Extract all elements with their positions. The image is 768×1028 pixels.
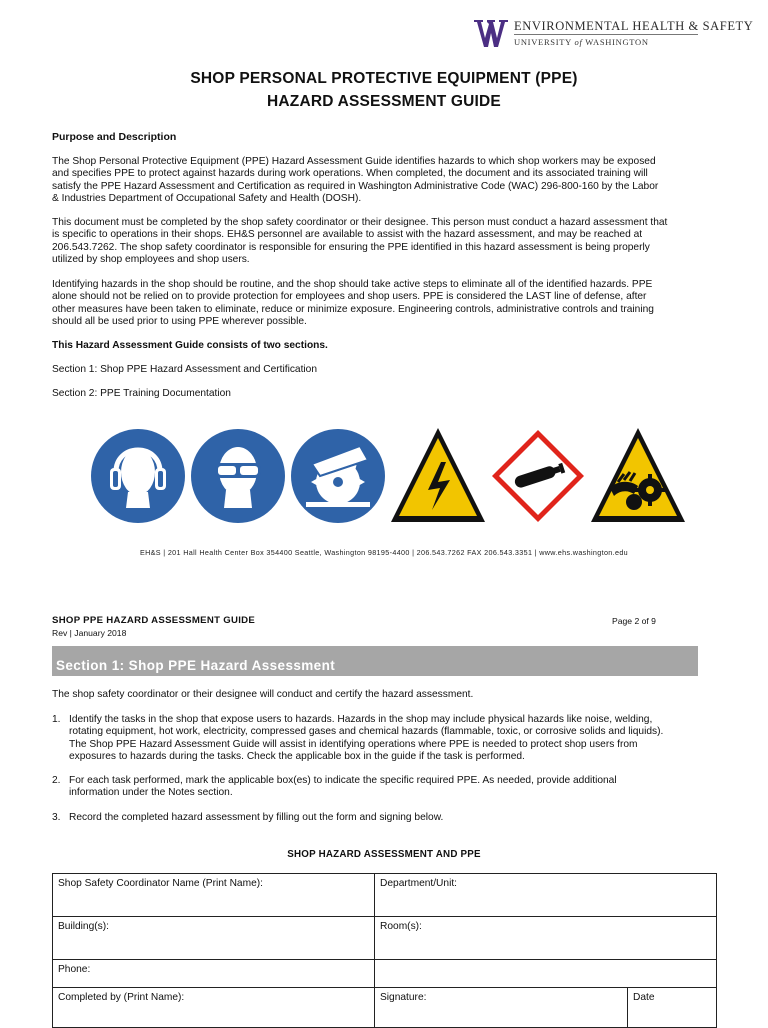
date-field[interactable]: Date [628, 988, 717, 1028]
eye-protection-icon [188, 424, 288, 528]
completed-by-field[interactable]: Completed by (Print Name): [53, 988, 375, 1028]
building-field[interactable]: Building(s): [53, 917, 375, 960]
entanglement-hazard-icon [588, 424, 688, 528]
page-number: Page 2 of 9 [612, 616, 656, 626]
uw-w-logo-icon [474, 18, 508, 48]
form-title: SHOP HAZARD ASSESSMENT AND PPE [287, 849, 481, 860]
guide-running-title: SHOP PPE HAZARD ASSESSMENT GUIDE [52, 615, 256, 626]
phone-blank-cell [375, 960, 717, 988]
ehs-logo [474, 18, 754, 48]
section-1-intro: The shop safety coordinator or their designee will conduct and certify the hazard assessment. [52, 689, 474, 700]
document-title-line2: HAZARD ASSESSMENT GUIDE [267, 93, 501, 110]
section-1-banner [52, 646, 698, 676]
logo-divider [514, 34, 698, 35]
section-1-title: Section 1: Shop PPE Hazard Assessment [56, 658, 336, 673]
university-name: UNIVERSITY of WASHINGTON [514, 37, 649, 47]
contact-footer: EH&S | 201 Hall Health Center Box 354400 Seattle, Washington 98195-4400 | 206.543.7262 FAX 206.543.3351 | www.ehs.washington.edu [139, 548, 629, 557]
hazard-pictogram-row [88, 424, 688, 528]
sections-heading: This Hazard Assessment Guide consists of two sections. [52, 340, 328, 351]
list-item-number-1: 1. [52, 714, 61, 725]
revision-date: Rev | January 2018 [52, 628, 127, 638]
list-item-number-2: 2. [52, 775, 61, 786]
purpose-paragraph-1: The Shop Personal Protective Equipment (PPE) Hazard Assessment Guide identifies hazards to which shop workers may be exposed and specifies PPE to protect against hazards during work operations. When completed, the document and its associated training will satisfy the PPE Hazard Assessment and Certification as required in Washington Administrative Code (WAC) 296-800-160 by the Labor & Industries Department of Occupational Safety and Health (DOSH). [52, 156, 659, 204]
purpose-paragraph-3: Identifying hazards in the shop should be routine, and the shop should take active steps to eliminate all of the identified hazards. PPE alone should not be relied on to provide protection for employees and shop users. PPE is considered the LAST line of defense, after other measures have been taken to eliminate, reduce or minimize exposure. Engineering controls, administrative controls and training should all be used prior to using PPE wherever possible. [52, 279, 654, 327]
coordinator-name-field[interactable]: Shop Safety Coordinator Name (Print Name): [53, 874, 375, 917]
department-field[interactable]: Department/Unit: [375, 874, 717, 917]
list-item-1: Identify the tasks in the shop that expose users to hazards. Hazards in the shop may include physical hazards like noise, welding, rotating equipment, hot work, electricity, compressed gases and chemical hazards (flammable, toxic, or corrosive solids and liquids). The Shop PPE Hazard Assessment Guide will assist in identifying operations where PPE is needed to protect shop users from exposures to hazards during the tasks. Check the applicable box in the guide if the task is performed. [69, 714, 664, 762]
purpose-paragraph-2: This document must be completed by the shop safety coordinator or their designee. This person must conduct a hazard assessment that is specific to operations in their shops. EH&S personnel are available to assist with the hazard assessment, and may be reached at 206.543.7262. The shop safety coordinator is responsible for ensuring the PPE identified in this hazard assessment is being properly utilized by shop employees and shop users. [52, 217, 668, 265]
phone-field[interactable]: Phone: [53, 960, 375, 988]
hearing-protection-icon [88, 424, 188, 528]
section-1-description: Section 1: Shop PPE Hazard Assessment and Certification [52, 364, 318, 375]
section-2-description: Section 2: PPE Training Documentation [52, 388, 231, 399]
list-item-number-3: 3. [52, 812, 61, 823]
list-item-2: For each task performed, mark the applicable box(es) to indicate the specific required PPE. As needed, provide additional information under the Notes section. [69, 775, 617, 799]
purpose-heading: Purpose and Description [52, 131, 177, 143]
org-name: ENVIRONMENTAL HEALTH & SAFETY [514, 19, 754, 33]
hazard-assessment-form [52, 873, 717, 1028]
saw-guard-icon [288, 424, 388, 528]
room-field[interactable]: Room(s): [375, 917, 717, 960]
signature-field[interactable]: Signature: [375, 988, 628, 1028]
electrical-hazard-icon [388, 424, 488, 528]
compressed-gas-icon [488, 424, 588, 528]
list-item-3: Record the completed hazard assessment by filling out the form and signing below. [69, 812, 444, 823]
document-title-line1: SHOP PERSONAL PROTECTIVE EQUIPMENT (PPE) [190, 70, 578, 87]
